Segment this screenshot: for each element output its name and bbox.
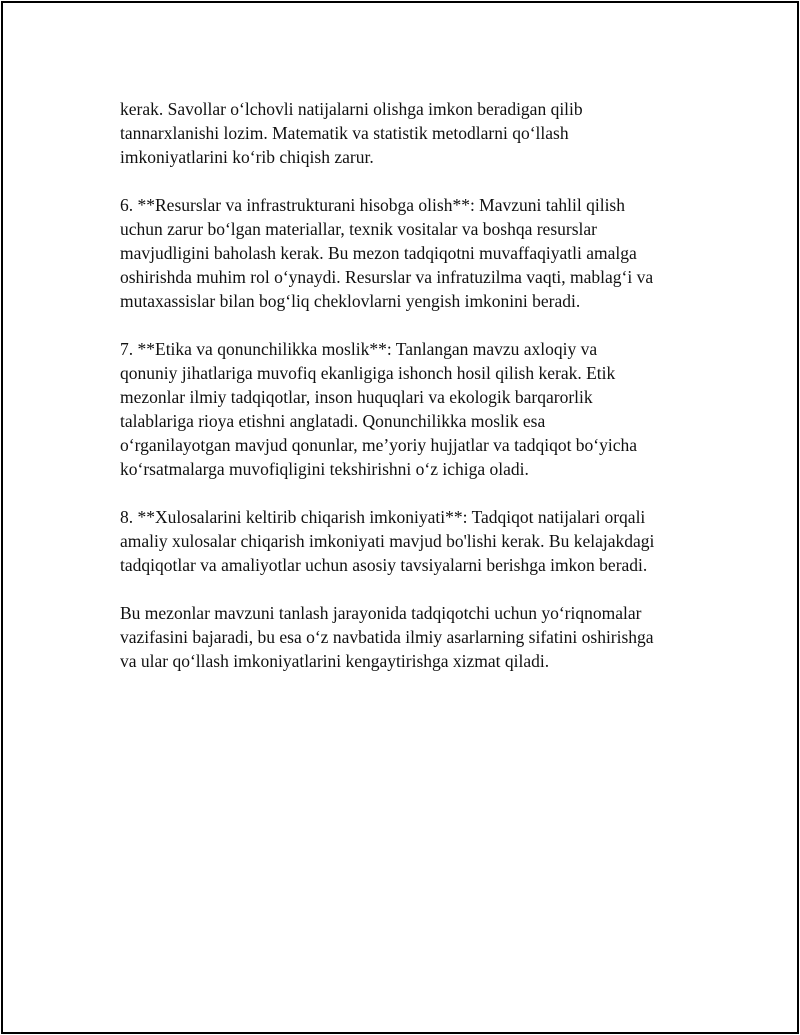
document-body xyxy=(120,97,720,697)
text-line: amaliy xulosalar chiqarish imkoniyati mavjud bo'lishi kerak. Bu kelajakdagi xyxy=(120,531,655,551)
paragraph-continuation xyxy=(120,97,720,169)
text-line: imkoniyatlarini ko‘rib chiqish zarur. xyxy=(120,147,374,167)
text-line: oshirishda muhim rol o‘ynaydi. Resurslar va infratuzilma vaqti, mablag‘i va xyxy=(120,267,654,287)
text-line: mezonlar ilmiy tadqiqotlar, inson huquqlari va ekologik barqarorlik xyxy=(120,387,593,407)
text-line: tadqiqotlar va amaliyotlar uchun asosiy tavsiyalarni berishga imkon beradi. xyxy=(120,555,648,575)
document-page xyxy=(1,1,799,1034)
text-line: Bu mezonlar mavzuni tanlash jarayonida tadqiqotchi uchun yo‘riqnomalar xyxy=(120,603,642,623)
paragraph-item-8 xyxy=(120,505,720,577)
text-line: 8. **Xulosalarini keltirib chiqarish imkoniyati**: Tadqiqot natijalari orqali xyxy=(120,507,646,527)
text-line: talablariga rioya etishni anglatadi. Qonunchilikka moslik esa xyxy=(120,411,546,431)
paragraph-item-6 xyxy=(120,193,720,313)
text-line: o‘rganilayotgan mavjud qonunlar, me’yoriy hujjatlar va tadqiqot bo‘yicha xyxy=(120,435,638,455)
text-line: mutaxassislar bilan bog‘liq cheklovlarni yengish imkonini beradi. xyxy=(120,291,581,311)
paragraph-conclusion xyxy=(120,601,720,673)
text-line: 6. **Resurslar va infrastrukturani hisobga olish**: Mavzuni tahlil qilish xyxy=(120,195,625,215)
text-line: qonuniy jihatlariga muvofiq ekanligiga ishonch hosil qilish kerak. Etik xyxy=(120,363,616,383)
text-line: va ular qo‘llash imkoniyatlarini kengaytirishga xizmat qiladi. xyxy=(120,651,550,671)
text-line: ko‘rsatmalarga muvofiqligini tekshirishni o‘z ichiga oladi. xyxy=(120,459,529,479)
text-line: kerak. Savollar o‘lchovli natijalarni olishga imkon beradigan qilib xyxy=(120,99,583,119)
text-line: 7. **Etika va qonunchilikka moslik**: Tanlangan mavzu axloqiy va xyxy=(120,339,598,359)
text-line: tannarxlanishi lozim. Matematik va statistik metodlarni qo‘llash xyxy=(120,123,569,143)
text-line: vazifasini bajaradi, bu esa o‘z navbatida ilmiy asarlarning sifatini oshirishga xyxy=(120,627,654,647)
paragraph-item-7 xyxy=(120,337,720,481)
text-line: uchun zarur bo‘lgan materiallar, texnik vositalar va boshqa resurslar xyxy=(120,219,597,239)
text-line: mavjudligini baholash kerak. Bu mezon tadqiqotni muvaffaqiyatli amalga xyxy=(120,243,637,263)
